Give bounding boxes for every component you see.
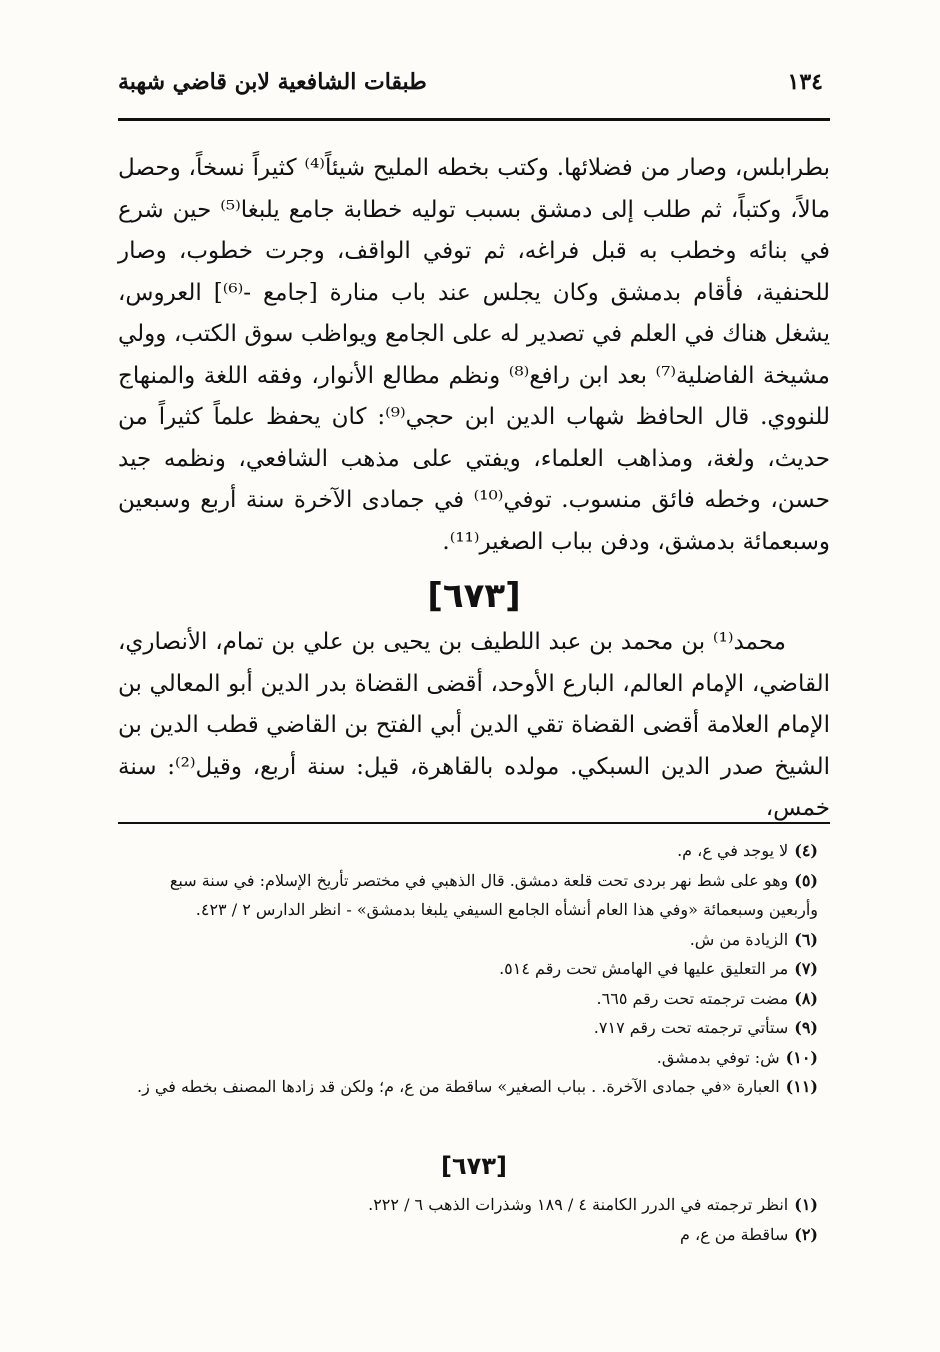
page-number: ١٣٤ <box>787 69 823 95</box>
footnote-text: وهو على شط نهر بردى تحت قلعة دمشق. قال الذهبي في مختصر تأريخ الإسلام: في سنة سبع وأربعين وسبعمائة «وفي هذا العام أنشأه الجامع السيفي يلبغا بدمشق» - انظر الدارس ٢ / ٤٢٣. <box>169 870 818 919</box>
entry-paragraph: محمد⁽¹⁾ بن محمد بن عبد اللطيف بن يحيى بن علي بن تمام، الأنصاري، القاضي، الإمام العالم، البارع الأوحد، أقضى القضاة بدر الدين أبو المعالي بن الإمام العلامة أقضى القضاة تقي الدين أبي الفتح بن القاضي قطب الدين بن الشيخ صدر الدين السبكي. مولده بالقاهرة، قيل: سنة أربع، وقيل⁽²⁾: سنة خمس، <box>118 629 830 821</box>
footnote-rule <box>118 822 830 824</box>
footnote-number: (٧) <box>794 959 818 978</box>
footnote <box>118 1190 818 1220</box>
footnote-text: انظر ترجمته في الدرر الكامنة ٤ / ١٨٩ وشذرات الذهب ٦ / ٢٢٢. <box>368 1195 789 1214</box>
footnote-number: (١١) <box>785 1077 818 1096</box>
footnote <box>118 866 818 925</box>
footnote <box>118 1072 818 1102</box>
footnote-number: (٤) <box>794 841 818 860</box>
footnote <box>118 836 818 866</box>
footnote <box>118 1013 818 1043</box>
footnote-text: العبارة «في جمادى الآخرة. . بباب الصغير» ساقطة من ع، م؛ ولكن قد زادها المصنف بخطه في ز. <box>137 1077 780 1096</box>
entry-footnotes <box>118 1190 818 1249</box>
running-title: طبقات الشافعية لابن قاضي شهبة <box>118 69 427 95</box>
footnote-number: (٨) <box>794 988 818 1008</box>
footnote <box>118 925 818 955</box>
footnote-entry-number: [٦٧٣] <box>441 1152 507 1180</box>
body-paragraph: بطرابلس، وصار من فضلائها. وكتب بخطه المليح شيئاً⁽⁴⁾ كثيراً نسخاً، وحصل مالاً، وكتباً، ثم طلب إلى دمشق بسبب توليه خطابة جامع يلبغا⁽⁵⁾ حين شرع في بنائه وخطب به قبل فراغه، ثم توفي الواقف، وجرت خطوب، وصار للحنفية، فأقام بدمشق وكان يجلس عند باب منارة [جامع -⁽⁶⁾] العروس، يشغل هناك في العلم في تصدير له على الجامع ويواظب سوق الكتب، وولي مشيخة الفاضلية⁽⁷⁾ بعد ابن رافع⁽⁸⁾ ونظم مطالع الأنوار، وفقه اللغة والمنهاج للنووي. قال الحافظ شهاب الدين ابن حجي⁽⁹⁾: كان يحفظ علماً كثيراً من حديث، ولغة، ومذاهب العلماء، ويفتي على مذهب الشافعي، ونظمه جيد حسن، وخطه فائق منسوب. توفي⁽¹⁰⁾ في جمادى الآخرة سنة أربع وسبعين وسبعمائة بدمشق، ودفن بباب الصغير⁽¹¹⁾. <box>118 155 831 555</box>
footnote-number: (٦) <box>794 929 818 949</box>
footnote <box>118 1043 818 1073</box>
footnote-text: مضت ترجمته تحت رقم ٦٦٥. <box>596 988 789 1008</box>
footnote-text: مر التعليق عليها في الهامش تحت رقم ٥١٤. <box>499 959 789 978</box>
footnote-text: ستأتي ترجمته تحت رقم ٧١٧. <box>593 1018 789 1037</box>
footnote-text: الزيادة من ش. <box>689 929 789 949</box>
footnote-text: ساقطة من ع، م <box>679 1224 789 1244</box>
footnote-text: ش: توفي بدمشق. <box>656 1047 780 1067</box>
footnote-number: (٢) <box>794 1224 818 1244</box>
footnote-text: لا يوجد في ع، م. <box>677 841 789 860</box>
footnote-number: (١) <box>794 1195 818 1214</box>
footnote <box>118 954 818 984</box>
entry-number: [٦٧٣] <box>427 576 521 616</box>
page-header <box>118 62 823 102</box>
footnote-number: (٩) <box>794 1018 818 1037</box>
body-text <box>118 148 830 563</box>
header-rule <box>118 118 830 121</box>
entry-text <box>118 622 830 830</box>
footnote <box>118 984 818 1014</box>
footnote <box>118 1220 818 1250</box>
footnote-number: (٥) <box>794 870 818 890</box>
footnotes <box>118 836 818 1102</box>
footnote-number: (١٠) <box>785 1047 818 1067</box>
